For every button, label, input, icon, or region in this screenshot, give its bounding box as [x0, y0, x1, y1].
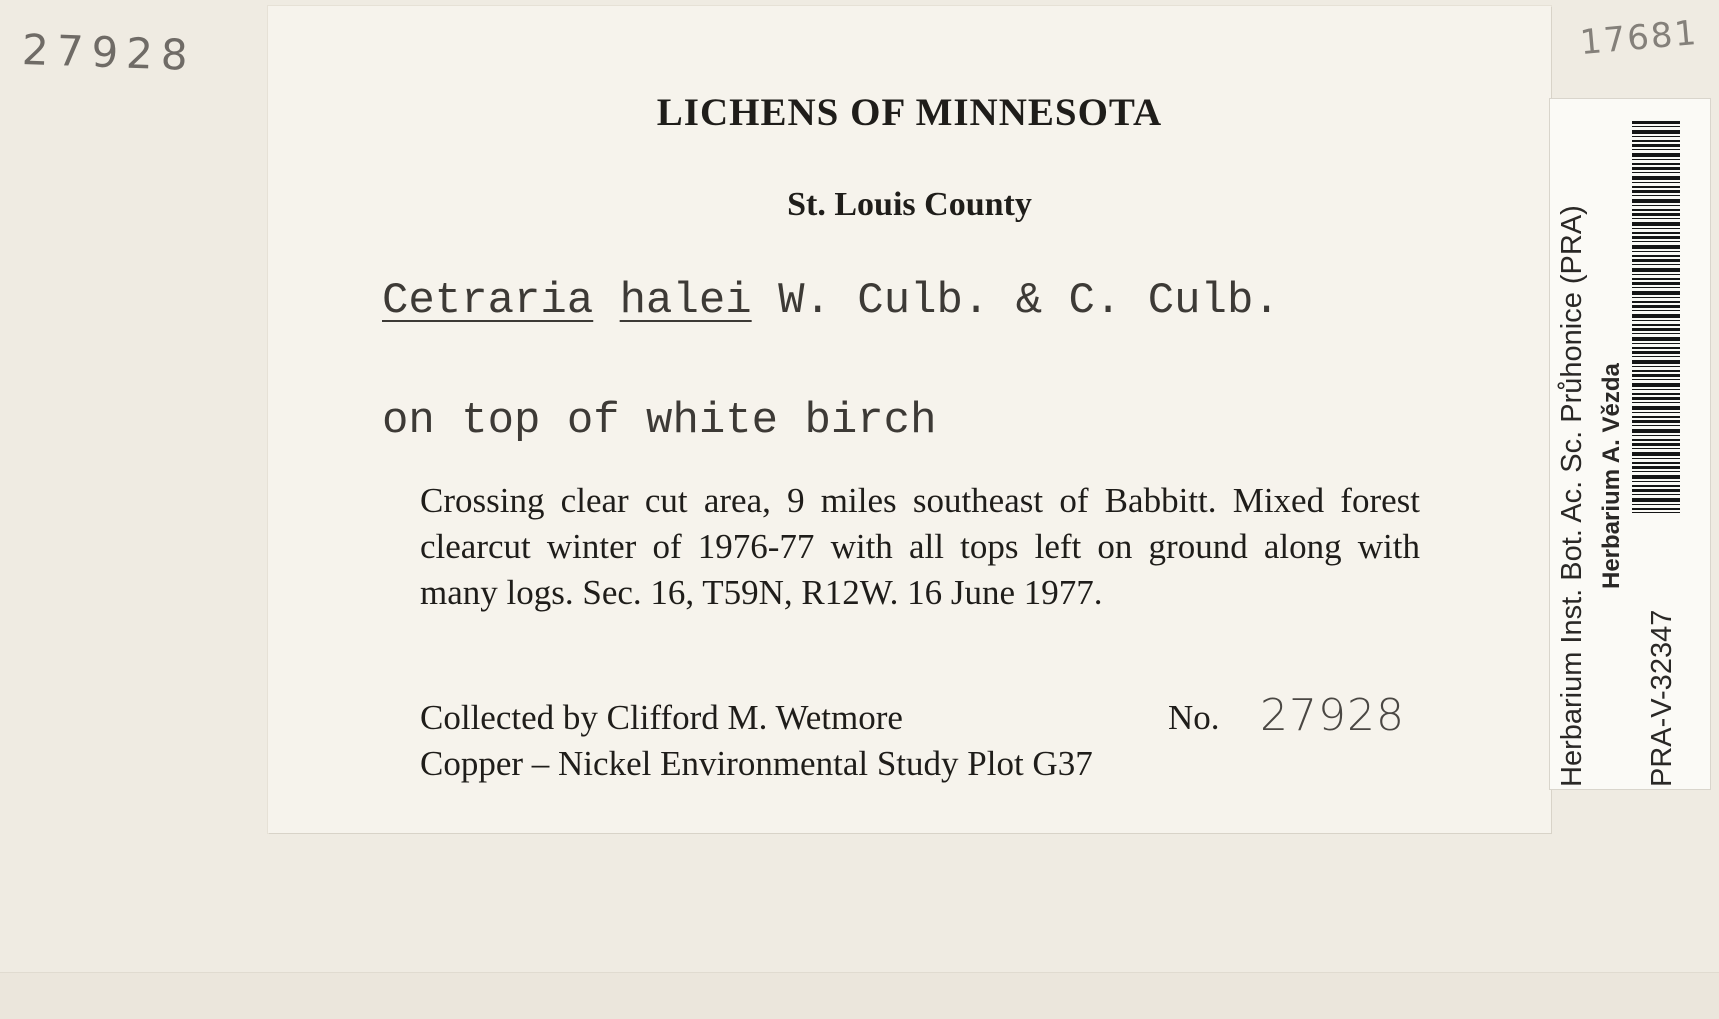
locality-text: Crossing clear cut area, 9 miles southeast of Babbitt. Mixed forest clearcut winter of 1976-77 with all tops left on ground along with many logs. Sec. 16, T59N, R12W. 16 June 1977.: [420, 481, 1420, 612]
species-epithet: halei: [619, 276, 752, 326]
label-title: LICHENS OF MINNESOTA: [656, 91, 1163, 134]
herbarium-barcode-label: [1549, 98, 1711, 790]
number-label: No.: [1168, 698, 1220, 737]
collector: Collected by Clifford M. Wetmore: [420, 698, 903, 737]
label-county: St. Louis County: [787, 186, 1032, 223]
institution-text: Herbarium Inst. Bot. Ac. Sc. Průhonice (PRA): [1556, 205, 1588, 787]
genus: Cetraria: [382, 276, 594, 326]
authority: W. Culb. & C. Culb.: [778, 276, 1280, 326]
herbarium-name: Herbarium A. Vězda: [1598, 363, 1625, 589]
project: Copper – Nickel Environmental Study Plot G37: [420, 744, 1093, 783]
specimen-id: PRA-V-32347: [1646, 609, 1678, 787]
barcode: [1632, 121, 1680, 513]
sheet-bottom-edge: [0, 972, 1719, 1019]
species-name: [382, 276, 1280, 326]
substrate: on top of white birch: [382, 396, 937, 446]
collection-number: 27928: [1260, 690, 1405, 741]
specimen-label: [268, 6, 1551, 833]
handwritten-number-left: 27928: [21, 24, 197, 81]
handwritten-number-right: 17681: [1578, 12, 1700, 64]
